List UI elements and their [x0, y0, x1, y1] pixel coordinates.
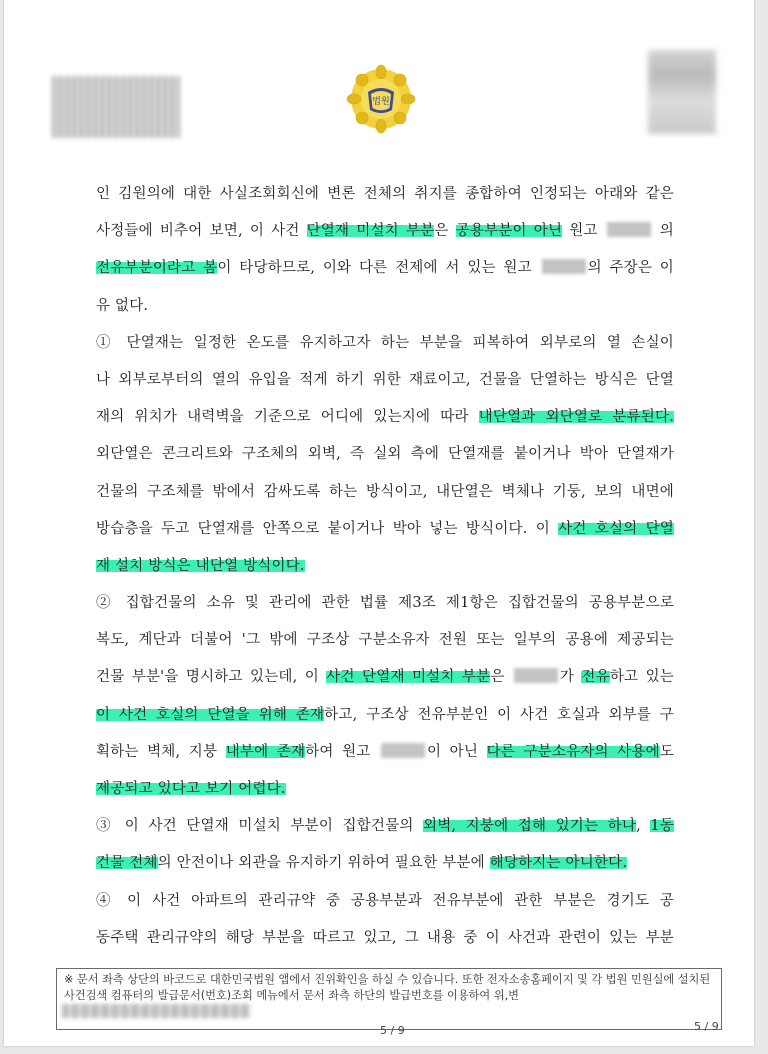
body-text-segment: 의	[652, 223, 674, 240]
body-text-segment: 은	[490, 669, 512, 686]
body-line	[96, 444, 674, 464]
body-text-segment: 인 김원의에 대한 사실조회회신에 변론 전체의 취지를 종합하여 인정되는 아래와 같은	[96, 186, 674, 202]
body-line	[96, 667, 674, 687]
body-text-segment: 재의 위치가 내력벽을 기준으로 어디에 있는지에 따라	[96, 409, 479, 426]
highlighted-text: 건물 전체	[96, 855, 158, 872]
body-text-segment: ④ 이 사건 아파트의 관리규약 중 공용부분과 전유부분에 관한 부분은 경기도 공	[96, 892, 674, 909]
body-line	[96, 370, 674, 390]
highlighted-text: 재 설치 방식은 내단열 방식이다.	[96, 557, 305, 574]
court-seal-icon	[346, 64, 416, 134]
highlighted-text: 제공되고 있다고 보기 어렵다.	[96, 781, 286, 797]
highlighted-text: 내단열과 외단열로 분류된다.	[478, 409, 674, 426]
highlighted-text: 해당하지는 아니한다.	[489, 855, 628, 872]
body-text-segment: 원고	[562, 223, 605, 240]
body-text-segment: 하고 있는	[609, 669, 674, 686]
body-line	[96, 296, 674, 316]
body-line	[96, 593, 674, 613]
body-line	[96, 221, 674, 241]
body-text-segment: 건물 부분'을 명시하고 있는데, 이	[96, 669, 327, 686]
body-line	[96, 928, 674, 948]
body-line	[96, 333, 674, 353]
barcode-redacted	[52, 76, 180, 138]
body-line	[96, 556, 674, 576]
issue-number-redacted	[62, 1004, 250, 1018]
body-text-segment: 이 아닌	[426, 743, 487, 760]
body-line	[96, 258, 674, 278]
body-text-segment: 하고, 구조상 전유부분인 이 사건 호실과 외부를 구	[324, 706, 674, 723]
body-line	[96, 816, 674, 836]
body-line	[96, 630, 674, 650]
redacted-name	[514, 668, 558, 683]
document-body	[96, 184, 674, 965]
body-line	[96, 742, 674, 762]
highlighted-text: 공용부분이 아닌	[455, 223, 563, 240]
body-text-segment: 은	[434, 223, 456, 240]
body-text-segment: 복도, 계단과 더불어 '그 밖에 구조상 구분소유자 전원 또는 일부의 공용에 제공되는	[96, 632, 674, 649]
body-text-segment: ,	[636, 818, 651, 835]
redacted-name	[542, 259, 586, 274]
body-text-segment: 나 외부로부터의 열의 유입을 적게 하기 위한 재료이고, 건물을 단열하는 방식은 단열	[96, 371, 674, 388]
body-text-segment: 건물의 구조체를 밖에서 감싸도록 하는 방식이고, 내단열은 벽체나 기둥, 보의 내면에	[96, 483, 674, 500]
body-text-segment: 획하는 벽체, 지붕	[96, 743, 226, 760]
body-text-segment: 도	[659, 743, 675, 760]
body-line	[96, 519, 674, 539]
body-text-segment: ① 단열재는 일정한 온도를 유지하고자 하는 부분을 피복하여 외부로의 열 손실이	[96, 334, 674, 351]
body-text-segment: 동주택 관리규약의 해당 부분을 따르고 있고, 그 내용 중 이 사건과 관련이 있는 부분	[96, 929, 674, 946]
body-line	[96, 184, 674, 204]
body-text-segment: 의 안전이나 외관을 유지하기 위하여 필요한 부분에	[157, 855, 490, 872]
body-line	[96, 891, 674, 911]
footer-notice-text: ※ 문서 좌측 상단의 바코드로 대한민국법원 앱에서 진위확인을 하실 수 있습니다. 또한 전자소송홈페이지 및 각 법원 민원실에 설치된 사건검색 컴퓨터의 발급문서(번호)조회 메뉴에서 문서 좌측 하단의 발급번호를 이용하여 위,변	[64, 973, 711, 1002]
redacted-name	[381, 743, 425, 758]
highlighted-text: 전유	[581, 669, 610, 686]
highlighted-text: 내부에 존재	[225, 743, 306, 760]
highlighted-text: 외벽, 지붕에 접해 있기는 하나	[423, 818, 637, 835]
highlighted-text: 전유부분이라고 봄	[96, 260, 218, 277]
seal-label: 법원	[372, 97, 390, 107]
highlighted-text: 이 사건 호실의 단열을 위해 존재	[96, 706, 325, 723]
body-text-segment: 하여 원고	[305, 743, 379, 760]
highlighted-text: 1동	[650, 818, 674, 835]
body-line	[96, 482, 674, 502]
body-text-segment: 의 주장은 이	[587, 260, 675, 277]
body-text-segment: 방습층을 두고 단열재를 안쪽으로 붙이거나 박아 넣는 방식이다. 이	[96, 520, 559, 537]
body-text-segment: 이 타당하므로, 이와 다른 전제에 서 있는 원고	[217, 260, 540, 277]
body-text-segment: ③ 이 사건 단열재 미설치 부분이 집합건물의	[96, 818, 423, 835]
body-line	[96, 853, 674, 873]
body-text-segment: 가	[559, 669, 582, 686]
highlighted-text: 사건 단열재 미설치 부분	[326, 669, 491, 686]
redacted-name	[607, 222, 651, 237]
page-number-center: 5 / 9	[380, 1024, 405, 1037]
body-text-segment: ② 집합건물의 소유 및 관리에 관한 법률 제3조 제1항은 집합건물의 공용부분으로	[96, 595, 674, 612]
body-line	[96, 407, 674, 427]
body-line	[96, 779, 674, 799]
highlighted-text: 사건 호실의 단열	[558, 520, 674, 537]
body-line	[96, 705, 674, 725]
highlighted-text: 다른 구분소유자의 사용에	[486, 743, 660, 760]
page-number-right: 5 / 9	[694, 1020, 719, 1033]
body-text-segment: 외단열은 콘크리트와 구조체의 외벽, 즉 실외 측에 단열재를 붙이거나 박아 단열재가	[96, 446, 674, 463]
body-text-segment: 사정들에 비추어 보면, 이 사건	[96, 223, 307, 240]
qr-code-redacted	[648, 50, 716, 134]
highlighted-text: 단열재 미설치 부분	[306, 223, 435, 240]
body-text-segment: 유 없다.	[96, 297, 149, 314]
